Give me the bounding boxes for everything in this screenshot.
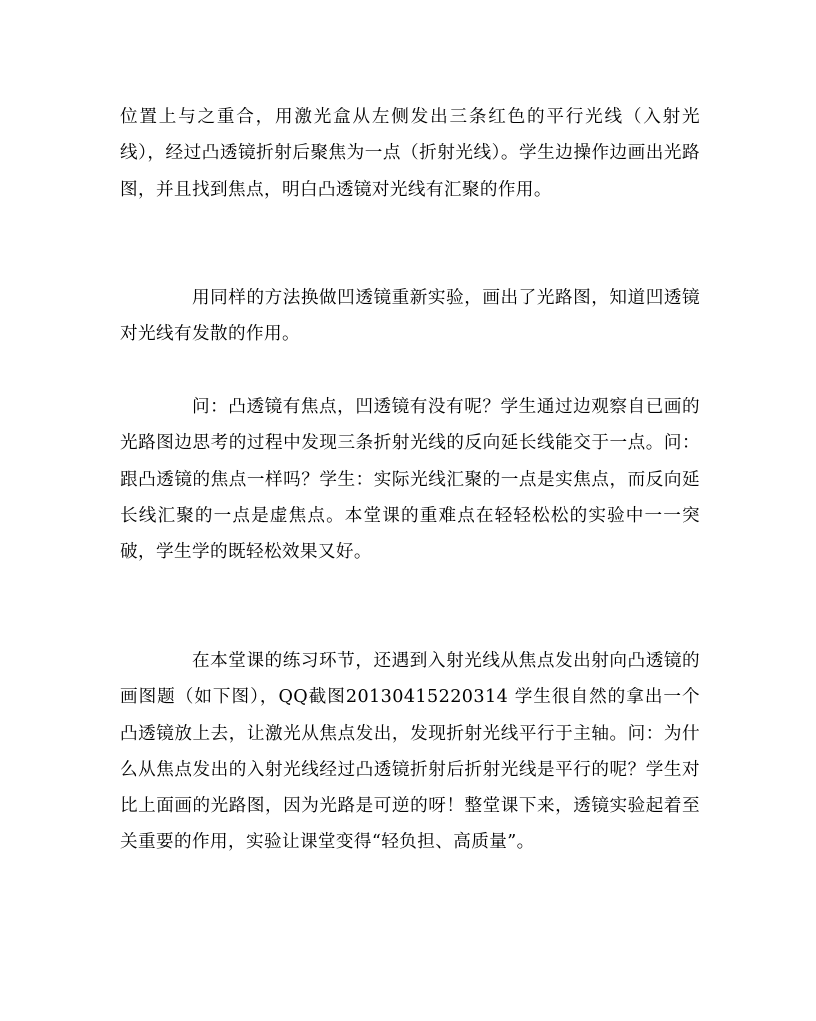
paragraph-light-path-convex-lens: 位置上与之重合，用激光盒从左侧发出三条红色的平行光线（入射光线），经过凸透镜折射后聚焦为一点（折射光线）。学生边操作边画出光路图，并且找到焦点，明白凸透镜对光线有汇聚的作用。 xyxy=(120,107,700,200)
paragraph-concave-lens-experiment: 用同样的方法换做凹透镜重新实验，画出了光路图，知道凹透镜对光线有发散的作用。 xyxy=(120,288,700,345)
paragraph-practice-section: 在本堂课的练习环节，还遇到入射光线从焦点发出射向凸透镜的画图题（如下图），QQ截图20130415220314 学生很自然的拿出一个凸透镜放上去，让激光从焦点发出，发现折射光线平行于主轴。问：为什么从焦点发出的入射光线经过凸透镜折射后折射光线是平行的呢？学生对比上面画的光路图，因为光路是可逆的呀！整堂课下来，透镜实验起着至关重要的作用，实验让课堂变得“轻负担、高质量”。 xyxy=(120,651,700,853)
paragraph-virtual-focus-discussion: 问：凸透镜有焦点，凹透镜有没有呢？学生通过边观察自已画的光路图边思考的过程中发现三条折射光线的反向延长线能交于一点。问：跟凸透镜的焦点一样吗？学生：实际光线汇聚的一点是实焦点，而反向延长线汇聚的一点是虚焦点。本堂课的重难点在轻轻松松的实验中一一突破，学生学的既轻松效果又好。 xyxy=(120,397,700,563)
